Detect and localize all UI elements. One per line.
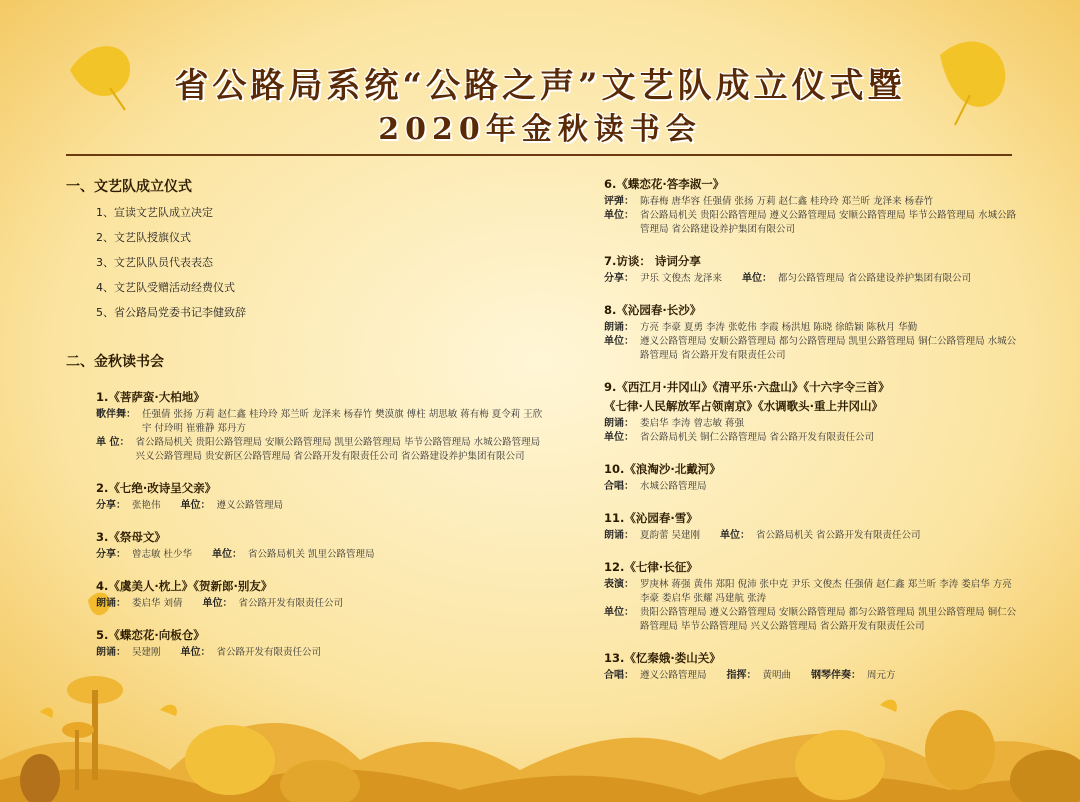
- program-1: [96, 389, 546, 464]
- program-title-cont: 《七律·人民解放军占领南京》《水调歌头·重上井冈山》: [604, 399, 883, 413]
- unit-names: 省公路开发有限责任公司: [238, 598, 344, 609]
- unit-label: 单 位：: [96, 437, 130, 448]
- unit-names: 省公路局机关 凯里公路管理局: [248, 549, 375, 560]
- performer-names: 张艳伟: [132, 500, 161, 511]
- right-column: [604, 176, 1024, 689]
- performer-label: 朗诵：: [96, 598, 126, 609]
- program-title: 13.《忆秦娥·娄山关》: [604, 651, 721, 665]
- performer-label: 朗诵：: [96, 647, 126, 658]
- performer-label: 评弹：: [604, 196, 634, 207]
- program-title: 1.《菩萨蛮·大柏地》: [96, 390, 205, 404]
- performer-names: 娄启华 李涛 曾志敏 蒋强: [640, 418, 745, 429]
- unit-names: 省公路局机关 省公路开发有限责任公司: [756, 530, 921, 541]
- performer-names: 水城公路管理局: [640, 481, 707, 492]
- program-2: [96, 480, 546, 513]
- performer-names: 遵义公路管理局: [640, 670, 707, 681]
- ceremony-item: 5、省公路局党委书记李健致辞: [96, 306, 246, 319]
- performer-label: 朗诵：: [604, 322, 634, 333]
- unit-label: 单位：: [212, 549, 243, 560]
- performer-names: 陈春梅 唐华容 任强倩 张扬 万莉 赵仁鑫 桂玲玲 郑兰昕 龙泽来 杨春竹: [640, 196, 934, 207]
- program-8: [604, 302, 1024, 363]
- program-title: 10.《浪淘沙·北戴河》: [604, 462, 721, 476]
- unit-names: 贵阳公路管理局 遵义公路管理局 安顺公路管理局 都匀公路管理局 凯里公路管理局 铜仁公路管理局 毕节公路管理局 兴义公路管理局 省公路开发有限责任公司: [640, 607, 1017, 632]
- program-13: [604, 650, 1024, 683]
- program-9: [604, 379, 1024, 445]
- ceremony-item: 4、文艺队受赠活动经费仪式: [96, 281, 235, 294]
- unit-names: 省公路局机关 贵阳公路管理局 安顺公路管理局 凯里公路管理局 毕节公路管理局 水城公路管理局 兴义公路管理局 贵安新区公路管理局 省公路开发有限责任公司 省公路建设养护集团有限公司: [135, 437, 541, 462]
- program-6: [604, 176, 1024, 237]
- unit-label: 单位：: [180, 647, 211, 658]
- program-3: [96, 529, 546, 562]
- performer-label: 分享：: [96, 549, 126, 560]
- ceremony-item: 3、文艺队队员代表表态: [96, 256, 213, 269]
- performer-label: 分享：: [96, 500, 126, 511]
- unit-label: 单位：: [180, 500, 211, 511]
- performer-label: 歌伴舞：: [96, 409, 136, 420]
- program-title: 2.《七绝·改诗呈父亲》: [96, 481, 217, 495]
- program-5: [96, 627, 546, 660]
- performer-names: 任强倩 张扬 万莉 赵仁鑫 桂玲玲 郑兰昕 龙泽来 杨春竹 樊漠旗 傅柱 胡思敏 蒋有梅 夏令莉 王欣宇 付玲明 崔雅静 郑丹方: [142, 409, 543, 434]
- ceremony-item: 2、文艺队授旗仪式: [96, 231, 191, 244]
- performer-label: 朗诵：: [604, 530, 634, 541]
- program-title: 7.访谈： 诗词分享: [604, 254, 701, 268]
- program-title: 3.《祭母文》: [96, 530, 166, 544]
- unit-label: 单位：: [202, 598, 233, 609]
- performer-label: 分享：: [604, 273, 634, 284]
- unit-names: 省公路开发有限责任公司: [216, 647, 322, 658]
- program-title: 4.《虞美人·枕上》《贺新郎·别友》: [96, 579, 273, 593]
- unit-label: 单位：: [604, 210, 634, 221]
- ceremony-item: 1、宣读文艺队成立决定: [96, 206, 213, 219]
- program-title: 9.《西江月·井冈山》《清平乐·六盘山》《十六字令三首》: [604, 380, 890, 394]
- performer-label: 朗诵：: [604, 418, 634, 429]
- page-title-line1: 省公路局系统“公路之声”文艺队成立仪式暨: [174, 66, 906, 106]
- piano-name: 周元方: [867, 670, 896, 681]
- program-title: 5.《蝶恋花·向板仓》: [96, 628, 205, 642]
- performer-label: 合唱：: [604, 670, 634, 681]
- unit-names: 都匀公路管理局 省公路建设养护集团有限公司: [778, 273, 972, 284]
- unit-names: 省公路局机关 贵阳公路管理局 遵义公路管理局 安顺公路管理局 毕节公路管理局 水城公路管理局 省公路建设养护集团有限公司: [640, 210, 1017, 235]
- unit-names: 遵义公路管理局 安顺公路管理局 都匀公路管理局 凯里公路管理局 铜仁公路管理局 水城公路管理局 省公路开发有限责任公司: [640, 336, 1017, 361]
- performer-label: 表演：: [604, 579, 634, 590]
- performer-names: 方亮 李豪 夏勇 李涛 张乾伟 李霞 杨洪旭 陈晓 徐皓颖 陈秋月 华勤: [640, 322, 918, 333]
- section1-heading: 一、文艺队成立仪式: [66, 179, 192, 195]
- performer-names: 吴建刚: [132, 647, 161, 658]
- unit-label: 单位：: [604, 607, 634, 618]
- conductor-label: 指挥：: [726, 670, 757, 681]
- section2-heading: 二、金秋读书会: [66, 354, 164, 370]
- performer-names: 罗庚林 蒋强 黄伟 郑阳 倪沛 张中克 尹乐 文俊杰 任强倩 赵仁鑫 郑兰昕 李涛 娄启华 方亮 李豪 娄启华 张耀 冯建航 张涛: [640, 579, 1012, 604]
- page-title-line2: 2020年金秋读书会: [378, 112, 702, 147]
- program-11: [604, 510, 1024, 543]
- unit-label: 单位：: [720, 530, 751, 541]
- title-divider: [66, 154, 1012, 156]
- unit-label: 单位：: [604, 432, 634, 443]
- performer-names: 尹乐 文俊杰 龙泽来: [640, 273, 723, 284]
- performer-label: 合唱：: [604, 481, 634, 492]
- conductor-name: 黄明曲: [762, 670, 792, 681]
- unit-label: 单位：: [742, 273, 773, 284]
- program-title: 6.《蝶恋花·答李淑一》: [604, 177, 725, 191]
- program-12: [604, 559, 1024, 634]
- program-7: [604, 253, 1024, 286]
- program-title: 12.《七律·长征》: [604, 560, 698, 574]
- program-10: [604, 461, 1024, 494]
- piano-label: 钢琴伴奏：: [811, 670, 862, 681]
- unit-names: 遵义公路管理局: [216, 500, 284, 511]
- performer-names: 曾志敏 杜少华: [132, 549, 193, 560]
- unit-label: 单位：: [604, 336, 634, 347]
- program-title: 8.《沁园春·长沙》: [604, 303, 702, 317]
- unit-names: 省公路局机关 铜仁公路管理局 省公路开发有限责任公司: [640, 432, 875, 443]
- left-column: [66, 176, 546, 666]
- program-title: 11.《沁园春·雪》: [604, 511, 698, 525]
- program-4: [96, 578, 546, 611]
- performer-names: 夏韵蕾 吴建刚: [640, 530, 701, 541]
- performer-names: 娄启华 刘倩: [132, 598, 183, 609]
